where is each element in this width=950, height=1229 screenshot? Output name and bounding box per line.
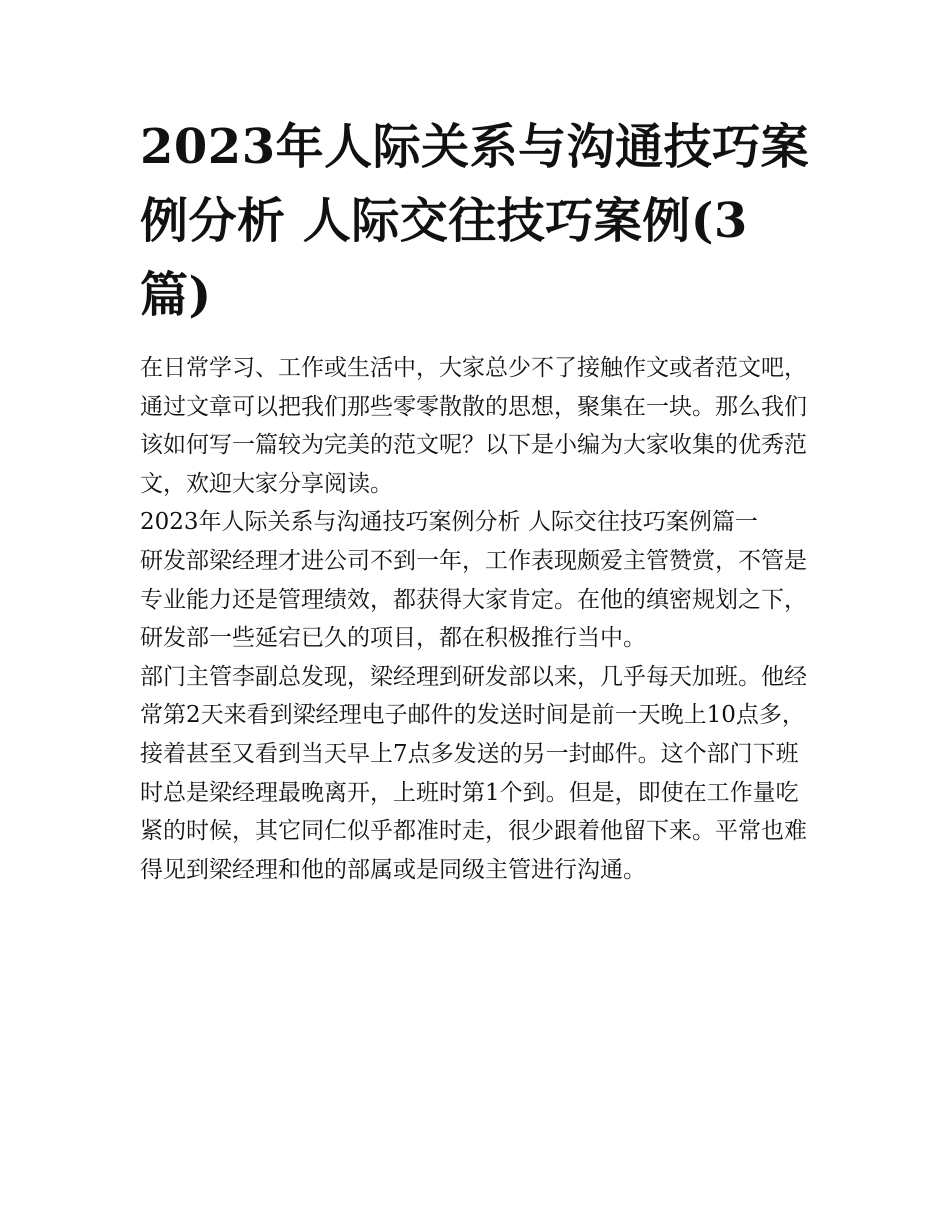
case-heading: 2023年人际关系与沟通技巧案例分析 人际交往技巧案例篇一 [140, 509, 758, 536]
intro-paragraph: 在日常学习、工作或生活中，大家总少不了接触作文或者范文吧，通过文章可以把我们那些零零散散的思想，聚集在一块。那么我们该如何写一篇较为完美的范文呢？以下是小编为大家收集的优秀范文，欢迎大家分享阅读。 [140, 355, 807, 497]
body-paragraph: 研发部梁经理才进公司不到一年，工作表现颇爱主管赞赏，不管是专业能力还是管理绩效，都获得大家肯定。在他的缜密规划之下，研发部一些延宕已久的项目，都在积极推行当中。 [140, 547, 807, 652]
body-paragraph: 部门主管李副总发现，梁经理到研发部以来，几乎每天加班。他经常第2天来看到梁经理电子邮件的发送时间是前一天晚上10点多，接着甚至又看到当天早上7点多发送的另一封邮件。这个部门下班时总是梁经理最晚离开，上班时第1个到。但是，即使在工作量吃紧的时候，其它同仁似乎都准时走，很少跟着他留下来。平常也难得见到梁经理和他的部属或是同级主管进行沟通。 [140, 663, 807, 883]
document-title: 2023年人际关系与沟通技巧案例分析 人际交往技巧案例(3篇) [140, 119, 810, 323]
document-page [140, 110, 812, 889]
